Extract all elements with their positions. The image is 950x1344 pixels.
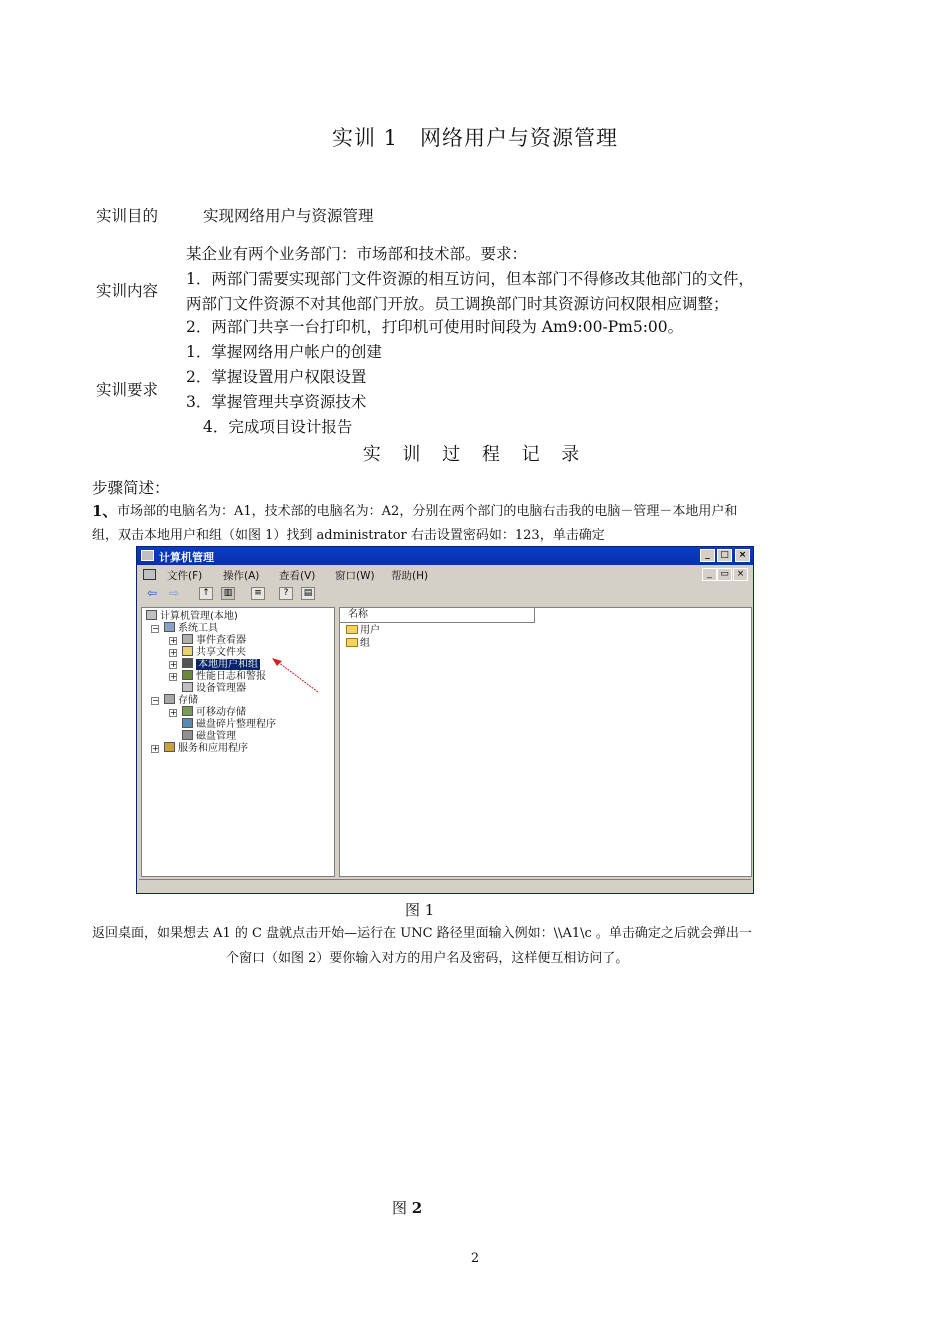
status-bar (139, 879, 751, 893)
removable-storage-icon (182, 706, 193, 716)
disk-icon (182, 730, 193, 740)
menu-view[interactable]: 查看(V) (279, 570, 316, 582)
folder-icon (346, 638, 358, 647)
figure-2-caption: 图 2 (392, 1199, 423, 1217)
figure-1-caption: 图 1 (405, 901, 435, 919)
child-close-icon[interactable]: × (733, 568, 748, 581)
tree-event-viewer[interactable]: 事件查看器 (182, 634, 246, 647)
help-icon[interactable]: ? (279, 587, 293, 600)
requirement-4: 4．完成项目设计报告 (203, 418, 353, 436)
content-line-4: 2．两部门共享一台打印机，打印机可使用时间段为 Am9:00-Pm5:00。 (186, 318, 684, 336)
requirement-2: 2．掌握设置用户权限设置 (186, 368, 367, 386)
tree-local-users-groups[interactable]: 本地用户和组 (182, 658, 260, 671)
tree-disk-management[interactable]: 磁盘管理 (182, 730, 236, 743)
users-icon (182, 658, 193, 668)
toolbar (137, 584, 753, 604)
content-line-3: 两部门文件资源不对其他部门开放。员工调换部门时其资源访问权限相应调整； (186, 295, 729, 313)
requirement-1: 1．掌握网络用户帐户的创建 (186, 343, 382, 361)
tree-root[interactable]: 计算机管理(本地) (146, 610, 238, 623)
step-1-line-2: 组，双击本地用户和组（如图 1）找到 administrator 右击设置密码如：123，单击确定 (92, 528, 605, 543)
purpose-text: 实现网络用户与资源管理 (203, 207, 374, 225)
computer-icon (141, 550, 154, 561)
shared-folder-icon (182, 646, 193, 656)
close-icon[interactable]: × (735, 549, 750, 562)
menu-bar (137, 565, 753, 584)
paragraph-2-line-1: 返回桌面，如果想去 A1 的 C 盘就点击开始—运行在 UNC 路径里面输入例如：\\A1\c 。单击确定之后就会弹出一 (92, 926, 752, 941)
expand-icon[interactable]: + (170, 636, 177, 645)
collapse-icon[interactable]: − (152, 624, 159, 633)
show-tree-icon[interactable]: ▥ (221, 587, 235, 600)
record-title: 实 训 过 程 记 录 (362, 444, 588, 465)
tools-icon (164, 622, 175, 632)
expand-icon[interactable]: + (152, 744, 159, 753)
maximize-icon[interactable]: □ (717, 549, 732, 562)
tree-system-tools[interactable]: 系统工具 (164, 622, 218, 635)
menu-action[interactable]: 操作(A) (223, 570, 260, 582)
forward-arrow-icon[interactable]: ⇨ (169, 586, 180, 600)
services-icon (164, 742, 175, 752)
tree-device-manager[interactable]: 设备管理器 (182, 682, 246, 695)
console-icon (143, 569, 156, 580)
tree-defragmenter[interactable]: 磁盘碎片整理程序 (182, 718, 276, 731)
menu-file[interactable]: 文件(F) (167, 570, 203, 582)
page-title: 实训 1 网络用户与资源管理 (331, 126, 619, 150)
defrag-icon (182, 718, 193, 728)
collapse-icon[interactable]: − (152, 696, 159, 705)
content-line-2: 1．两部门需要实现部门文件资源的相互访问，但本部门不得修改其他部门的文件， (186, 270, 754, 288)
expand-icon[interactable]: + (170, 672, 177, 681)
steps-heading: 步骤简述： (92, 479, 170, 497)
expand-icon[interactable]: + (170, 708, 177, 717)
list-pane (339, 607, 752, 877)
computer-management-window (136, 546, 754, 894)
child-minimize-icon[interactable]: _ (702, 568, 717, 581)
list-item-users[interactable]: 用户 (346, 625, 380, 637)
computer-icon (146, 610, 157, 620)
window-title: 计算机管理 (159, 551, 214, 564)
window-titlebar (137, 547, 753, 565)
export-list-icon[interactable]: ≡ (251, 587, 265, 600)
device-manager-icon (182, 682, 193, 692)
tree-performance-logs[interactable]: 性能日志和警报 (182, 670, 266, 683)
step-1-number: 1、 (92, 502, 118, 520)
requirement-3: 3．掌握管理共享资源技术 (186, 393, 367, 411)
storage-icon (164, 694, 175, 704)
up-folder-icon[interactable]: ↑ (199, 587, 213, 600)
tree-shared-folders[interactable]: 共享文件夹 (182, 646, 246, 659)
column-header-name[interactable]: 名称 (340, 608, 535, 623)
step-1-line-1: 市场部的电脑名为：A1，技术部的电脑名为：A2，分别在两个部门的电脑右击我的电脑－管理－本地用户和 (117, 504, 738, 519)
tree-removable-storage[interactable]: 可移动存储 (182, 706, 246, 719)
properties-icon[interactable]: ▤ (301, 587, 315, 600)
annotation-arrow (260, 648, 330, 698)
list-item-groups[interactable]: 组 (346, 638, 370, 650)
event-viewer-icon (182, 634, 193, 644)
paragraph-2-line-2: 个窗口（如图 2）要你输入对方的用户名及密码，这样便互相访问了。 (226, 951, 629, 966)
page-number: 2 (470, 1251, 480, 1266)
performance-icon (182, 670, 193, 680)
purpose-label: 实训目的 (96, 207, 159, 225)
requirements-label: 实训要求 (96, 381, 159, 399)
tree-storage[interactable]: 存储 (164, 694, 198, 707)
folder-icon (346, 625, 358, 634)
expand-icon[interactable]: + (170, 648, 177, 657)
tree-services-applications[interactable]: 服务和应用程序 (164, 742, 248, 755)
child-restore-icon[interactable]: ▭ (717, 568, 732, 581)
expand-icon[interactable]: + (170, 660, 177, 669)
minimize-icon[interactable]: _ (700, 549, 715, 562)
menu-window[interactable]: 窗口(W) (335, 570, 375, 582)
menu-help[interactable]: 帮助(H) (391, 570, 429, 582)
content-line-1: 某企业有两个业务部门：市场部和技术部。要求： (186, 245, 528, 263)
back-arrow-icon[interactable]: ⇦ (147, 586, 158, 600)
content-label: 实训内容 (96, 282, 159, 300)
